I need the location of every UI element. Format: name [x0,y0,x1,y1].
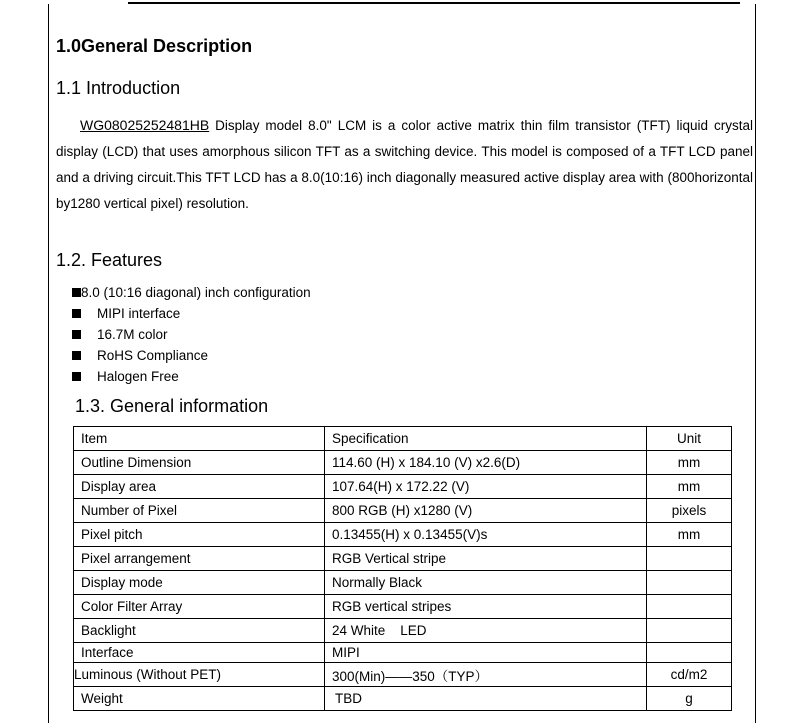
table-row [74,643,732,663]
item-cell: Pixel pitch [74,523,325,547]
item-cell: Interface [74,643,325,663]
item-cell: Display mode [74,571,325,595]
unit-cell: pixels [647,499,732,523]
item-cell: Number of Pixel [74,499,325,523]
unit-cell: g [647,687,732,711]
unit-cell: cd/m2 [647,663,732,687]
unit-cell [647,619,732,643]
intro-text: Display model 8.0" LCM is a color active matrix thin film transistor (TFT) liquid crystal display (LCD) that uses amorphous silicon TFT as a switching device. This model is composed of a TFT LCD panel and a driving circuit.This TFT LCD has a 8.0(10:16) inch diagonally measured active display area with (800horizontal by1280 vertical pixel) resolution. [56,118,753,211]
table-row [74,523,732,547]
section-title: 1.0General Description [56,36,253,56]
feature-label: MIPI interface [97,306,181,321]
unit-cell [647,571,732,595]
spec-cell: RGB Vertical stripe [325,547,647,571]
unit-cell [647,547,732,571]
item-cell: Outline Dimension [74,451,325,475]
unit-cell [647,595,732,619]
bullet-square-icon [72,288,81,297]
table-row [74,475,732,499]
general-info-heading: 1.3. General information [75,396,269,416]
intro-paragraph [56,112,753,217]
table-row [74,687,732,711]
item-cell: Pixel arrangement [74,547,325,571]
table-row [74,499,732,523]
item-cell: Weight [74,687,325,711]
features-heading: 1.2. Features [56,250,163,270]
spec-cell: 800 RGB (H) x1280 (V) [325,499,647,523]
header-rule [128,2,740,4]
list-item [72,282,311,303]
list-item [72,303,311,324]
table-row [74,619,732,643]
feature-label: Halogen Free [97,369,179,384]
model-number: WG08025252481HB [80,117,210,133]
bullet-square-icon [72,309,81,318]
table-row [74,571,732,595]
spec-cell: 114.60 (H) x 184.10 (V) x2.6(D) [325,451,647,475]
header-cell: Specification [325,427,647,451]
item-cell: Backlight [74,619,325,643]
spec-cell: TBD [325,687,647,711]
spec-cell: Normally Black [325,571,647,595]
spec-cell: RGB vertical stripes [325,595,647,619]
feature-label: 8.0 (10:16 diagonal) inch configuration [81,285,311,300]
list-item [72,324,311,345]
general-info-table [73,426,732,711]
list-item [72,345,311,366]
spec-cell: 300(Min)——350（TYP） [325,663,647,687]
item-cell: Color Filter Array [74,595,325,619]
features-list [72,282,311,387]
bullet-square-icon [72,330,81,339]
list-item [72,366,311,387]
unit-cell [647,643,732,663]
spec-cell: 0.13455(H) x 0.13455(V)s [325,523,647,547]
table-header-row [74,427,732,451]
feature-label: 16.7M color [97,327,168,342]
intro-heading: 1.1 Introduction [56,78,181,98]
unit-cell: mm [647,523,732,547]
table-row [74,663,732,687]
bullet-square-icon [72,351,81,360]
spec-cell: 24 White LED [325,619,647,643]
spec-cell: MIPI [325,643,647,663]
table-row [74,595,732,619]
table-row [74,547,732,571]
bullet-square-icon [72,372,81,381]
spec-cell: 107.64(H) x 172.22 (V) [325,475,647,499]
header-cell: Item [74,427,325,451]
header-cell: Unit [647,427,732,451]
unit-cell: mm [647,451,732,475]
item-cell: Luminous (Without PET) [74,663,325,687]
feature-label: RoHS Compliance [97,348,209,363]
table-row [74,451,732,475]
unit-cell: mm [647,475,732,499]
item-cell: Display area [74,475,325,499]
